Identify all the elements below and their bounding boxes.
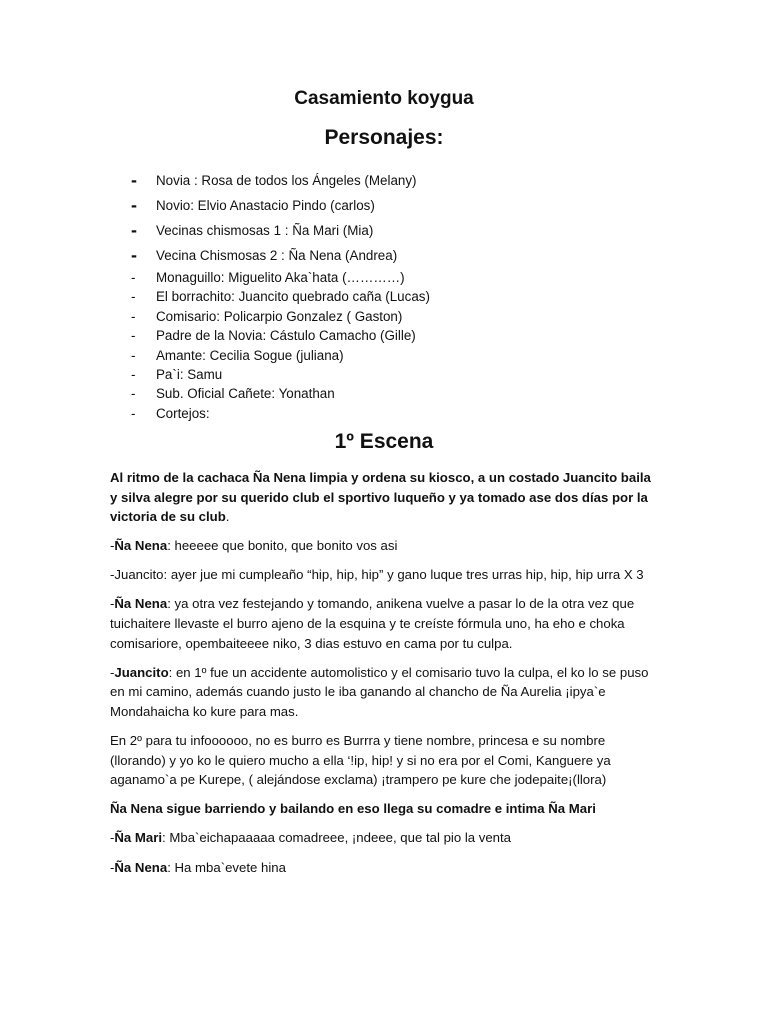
list-dash: - xyxy=(131,308,136,324)
cast-item-text: Vecinas chismosas 1 : Ña Mari (Mia) xyxy=(156,223,374,238)
line-text: : Ha mba`evete hina xyxy=(167,859,286,875)
stage-direction-text: Al ritmo de la cachaca Ña Nena limpia y ordena su kiosco, a un costado Juancito baila y silva alegre por su querido club el sportivo luqueño y ya tomado ase dos días por la victoria de su club xyxy=(110,470,651,525)
list-dash: - xyxy=(131,195,137,215)
list-dash: - xyxy=(131,366,136,382)
cast-item-text: Padre de la Novia: Cástulo Camacho (Gille) xyxy=(156,328,416,344)
cast-item xyxy=(0,307,768,326)
cast-item-text: Monaguillo: Miguelito Aka`hata (…………) xyxy=(156,270,405,285)
cast-item xyxy=(0,326,768,345)
cast-item-text: El borrachito: Juancito quebrado caña (Lucas) xyxy=(156,289,430,305)
list-dash: - xyxy=(131,405,136,421)
cast-item xyxy=(0,365,768,384)
dialogue-line xyxy=(110,594,658,653)
line-text: En 2º para tu infoooooo, no es burro es Burrra y tiene nombre, princesa e su nombre (llorando) y yo ko le quiero mucho a ella ‘!ip, hip! y si no era por el Comi, Kanguere ya aganamo`a pe Kurepe, ( alejándose exclama) ¡trampero pe kure che jodepaite¡(llora) xyxy=(110,733,611,788)
list-dash: - xyxy=(131,347,136,363)
cast-item-text: Vecina Chismosas 2 : Ña Nena (Andrea) xyxy=(156,248,398,263)
speaker-name: Ña Nena xyxy=(114,596,168,612)
stage-direction-period: . xyxy=(225,509,230,525)
stage-direction: Ña Nena sigue barriendo y bailando en eso llega su comadre e intima Ña Mari xyxy=(110,801,596,817)
line-text: : heeeee que bonito, que bonito vos asi xyxy=(167,538,398,554)
cast-item xyxy=(0,243,768,268)
cast-item-text: Comisario: Policarpio Gonzalez ( Gaston) xyxy=(156,308,403,324)
list-dash: - xyxy=(131,220,137,240)
dialogue-line xyxy=(110,663,658,722)
cast-item xyxy=(0,384,768,403)
cast-heading: Personajes: xyxy=(324,126,444,149)
scene-heading: 1º Escena xyxy=(334,430,434,453)
dialogue-line xyxy=(110,828,658,848)
cast-list xyxy=(0,168,768,423)
document-title: Casamiento koygua xyxy=(294,88,474,109)
cast-item xyxy=(0,218,768,243)
cast-item-text: Novio: Elvio Anastacio Pindo (carlos) xyxy=(156,198,375,213)
line-prefix: - xyxy=(110,596,115,612)
speaker-name: Ña Nena xyxy=(114,538,168,554)
stage-direction xyxy=(110,468,658,527)
cast-item-text: Pa`i: Samu xyxy=(156,366,223,382)
list-dash: - xyxy=(131,245,137,265)
cast-item-text: Amante: Cecilia Sogue (juliana) xyxy=(156,347,344,363)
speaker-name: Juancito xyxy=(114,664,169,680)
dialogue-line xyxy=(110,565,658,585)
list-dash: - xyxy=(131,270,136,285)
cast-item xyxy=(0,193,768,218)
list-dash: - xyxy=(131,328,136,344)
script-body xyxy=(110,468,658,887)
cast-item-text: Sub. Oficial Cañete: Yonathan xyxy=(156,386,335,402)
line-prefix: - xyxy=(110,664,115,680)
line-prefix: - xyxy=(110,859,115,875)
dialogue-line xyxy=(110,731,658,790)
cast-item xyxy=(0,404,768,423)
line-text: : Mba`eichapaaaaa comadreee, ¡ndeee, que tal pio la venta xyxy=(162,830,512,846)
list-dash: - xyxy=(131,289,136,305)
list-dash: - xyxy=(131,386,136,402)
line-prefix: - xyxy=(110,830,115,846)
speaker-name: Ña Mari xyxy=(114,830,163,846)
cast-item xyxy=(0,268,768,287)
cast-item-text: Novia : Rosa de todos los Ángeles (Melany) xyxy=(156,173,417,188)
dialogue-line xyxy=(110,858,658,878)
dialogue-line xyxy=(110,536,658,556)
line-prefix: - xyxy=(110,538,115,554)
cast-item-text: Cortejos: xyxy=(156,405,210,421)
cast-item xyxy=(0,168,768,193)
speaker-name: Ña Nena xyxy=(114,859,168,875)
cast-item xyxy=(0,287,768,306)
cast-item xyxy=(0,346,768,365)
line-text: : en 1º fue un accidente automolistico y el comisario tuvo la culpa, el ko lo se puso en mi camino, además cuando justo le iba ganando al chancho de Ña Aurelia ¡ipya`e Mondahaicha ko kure para mas. xyxy=(110,664,649,719)
line-text: : ya otra vez festejando y tomando, anikena vuelve a pasar lo de la otra vez que tuichaitere llevaste el burro ajeno de la esquina y te creíste fórmula uno, ha eho e choka comisariore, opembaiteeee niko, 3 dias estuvo en cama por tu culpa. xyxy=(110,596,635,651)
list-dash: - xyxy=(131,170,137,190)
line-text: -Juancito: ayer jue mi cumpleaño “hip, hip, hip” y gano luque tres urras hip, hip, hip urra X 3 xyxy=(110,567,644,583)
